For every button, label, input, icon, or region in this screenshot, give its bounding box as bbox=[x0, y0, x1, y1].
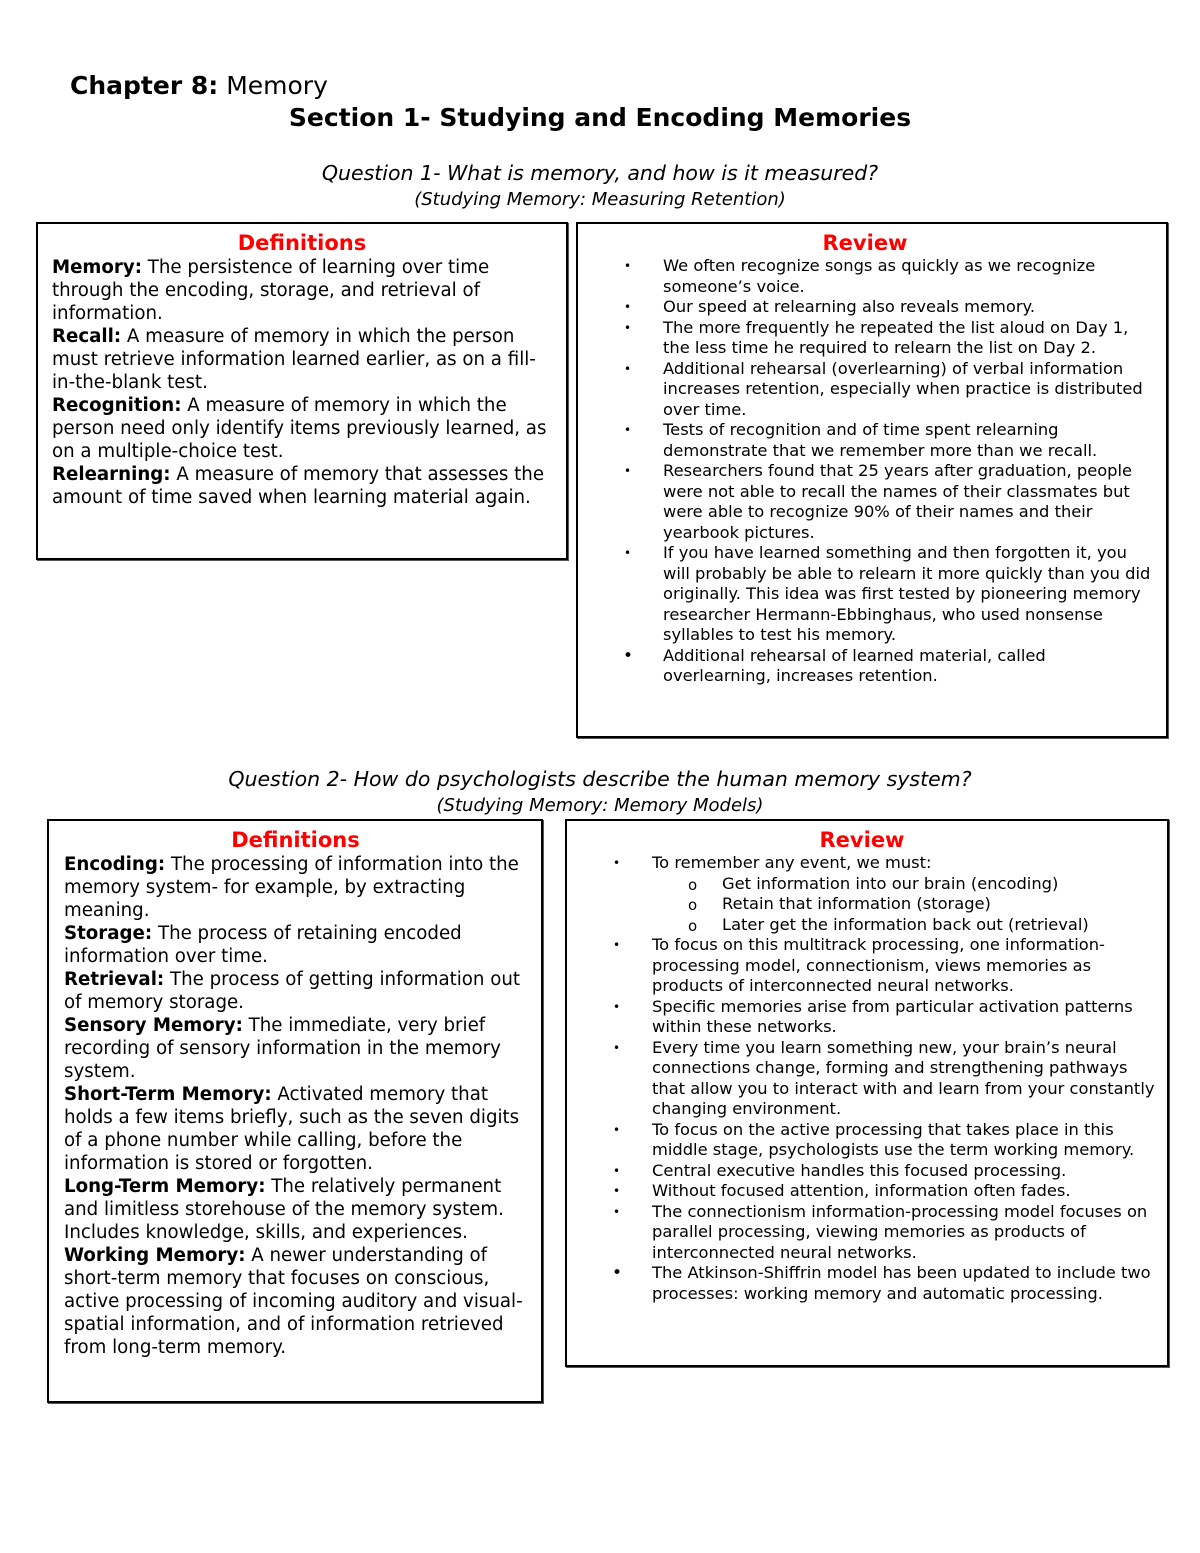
definition-item bbox=[64, 968, 527, 1014]
q2-review-list bbox=[567, 853, 1157, 1304]
definition-item bbox=[52, 463, 552, 509]
bullet-icon: • bbox=[613, 1040, 621, 1055]
definition-text: Activated memory that holds a few items briefly, such as the seven digits of a phone number while calling, before the information is stored or forgotten. bbox=[64, 1084, 520, 1174]
definition-text: The relatively permanent and limitless storehouse of the memory system. Includes knowledge, skills, and experiences. bbox=[64, 1176, 504, 1243]
bullet-icon: • bbox=[613, 938, 621, 952]
bullet-icon: • bbox=[624, 259, 632, 273]
definition-item bbox=[52, 325, 552, 394]
review-item: • Our speed at relearning also reveals memory. bbox=[624, 297, 1036, 316]
bullet-icon: • bbox=[624, 361, 632, 376]
definition-term: Recall: bbox=[52, 326, 122, 347]
bullet-icon: • bbox=[612, 1263, 623, 1283]
definition-item bbox=[64, 1244, 527, 1359]
sub-bullet-icon: o bbox=[688, 916, 698, 935]
chapter-heading bbox=[70, 70, 328, 102]
review-item: • To focus on the active processing that takes place in this middle stage, psychologists use the term working memory. bbox=[613, 1119, 1135, 1159]
review-item: • To focus on this multitrack processing, one information-processing model, connectionism, views memories as products of interconnected neural networks. bbox=[613, 935, 1105, 995]
definition-text: The processing of information into the memory system- for example, by extracting meaning. bbox=[64, 854, 519, 921]
review-item: • Researchers found that 25 years after graduation, people were not able to recall the names of their classmates but were able to recognize 90% of their names and their yearbook pictures. bbox=[624, 461, 1133, 542]
sub-bullet-icon: o bbox=[688, 896, 698, 914]
bullet-icon: • bbox=[613, 1163, 621, 1178]
review-item: • Without focused attention, information often fades. bbox=[613, 1181, 1071, 1200]
definition-text: The process of retaining encoded information over time. bbox=[64, 923, 462, 967]
definition-item bbox=[64, 1175, 527, 1244]
q1-review-box bbox=[576, 222, 1168, 738]
chapter-name: Memory bbox=[226, 71, 328, 100]
question-2-title: Question 2- How do psychologists describe the human memory system? bbox=[228, 767, 972, 791]
section-title: Section 1- Studying and Encoding Memories bbox=[288, 103, 912, 132]
review-item: • Additional rehearsal (overlearning) of verbal information increases retention, especially when practice is distributed over time. bbox=[624, 358, 1143, 419]
definition-item bbox=[64, 853, 527, 922]
definition-term: Sensory Memory: bbox=[64, 1015, 243, 1036]
bullet-icon: • bbox=[613, 1184, 621, 1198]
review-item: • To remember any event, we must: o Get information into our brain (encoding) o Retain that information (storage) o Later get the information back out (retrieval) bbox=[567, 853, 1157, 935]
bullet-icon: • bbox=[613, 1122, 621, 1137]
bullet-icon: • bbox=[624, 546, 632, 560]
question-2-subtitle: (Studying Memory: Memory Models) bbox=[436, 795, 764, 816]
bullet-icon: • bbox=[613, 856, 621, 870]
chapter-label: Chapter 8: bbox=[70, 71, 219, 100]
sub-bullet-icon: o bbox=[688, 875, 698, 894]
definition-text: A measure of memory in which the person must retrieve information learned earlier, as on a fill-in-the-blank test. bbox=[52, 326, 536, 393]
definition-term: Storage: bbox=[64, 923, 153, 944]
review-item: • The Atkinson-Shiffrin model has been updated to include two processes: working memory and automatic processing. bbox=[612, 1263, 1151, 1303]
review-item: • Tests of recognition and of time spent relearning demonstrate that we remember more than we recall. bbox=[624, 420, 1098, 460]
review-item: • Central executive handles this focused processing. bbox=[613, 1160, 1067, 1180]
review-item: • Additional rehearsal of learned material, called overlearning, increases retention. bbox=[623, 645, 1046, 685]
question-1-subtitle: (Studying Memory: Measuring Retention) bbox=[414, 189, 786, 210]
definition-text: A measure of memory in which the person need only identify items previously learned, as on a multiple-choice test. bbox=[52, 395, 547, 462]
definition-item bbox=[64, 1014, 527, 1083]
q2-review-box bbox=[565, 819, 1169, 1367]
definition-text: The immediate, very brief recording of sensory information in the memory system. bbox=[64, 1015, 501, 1082]
definition-term: Long-Term Memory: bbox=[64, 1176, 266, 1197]
q1-review-heading: Review bbox=[822, 231, 908, 255]
definition-text: A newer understanding of short-term memory that focuses on conscious, active processing of incoming auditory and visual-spatial information, and of information retrieved from long-term memory. bbox=[64, 1245, 523, 1358]
q2-review-heading: Review bbox=[819, 828, 905, 852]
review-item: • The connectionism information-processing model focuses on parallel processing, viewing memories as products of interconnected neural networks. bbox=[613, 1201, 1148, 1262]
definition-item bbox=[52, 394, 552, 463]
review-item: • Specific memories arise from particular activation patterns within these networks. bbox=[613, 996, 1133, 1036]
definition-text: A measure of memory that assesses the amount of time saved when learning material again. bbox=[52, 464, 545, 508]
definition-item bbox=[64, 922, 527, 968]
q1-definitions-box bbox=[36, 222, 568, 560]
definition-term: Recognition: bbox=[52, 395, 182, 416]
review-sublist bbox=[652, 874, 1157, 936]
review-subitem: o Get information into our brain (encoding) bbox=[688, 873, 1059, 894]
definition-term: Memory: bbox=[52, 257, 142, 278]
definition-item bbox=[64, 1083, 527, 1175]
question-1-title: Question 1- What is memory, and how is it measured? bbox=[321, 161, 879, 185]
q2-definitions-heading: Definitions bbox=[231, 828, 360, 852]
definition-text: The process of getting information out of memory storage. bbox=[64, 969, 521, 1013]
definition-term: Encoding: bbox=[64, 854, 166, 875]
definition-text: The persistence of learning over time through the encoding, storage, and retrieval of information. bbox=[52, 257, 490, 324]
bullet-icon: • bbox=[624, 300, 632, 314]
bullet-icon: • bbox=[624, 423, 632, 437]
q1-definitions-heading: Definitions bbox=[237, 231, 367, 255]
bullet-icon: • bbox=[624, 464, 632, 478]
definition-term: Relearning: bbox=[52, 464, 171, 485]
bullet-icon: • bbox=[613, 1204, 621, 1219]
bullet-icon: • bbox=[624, 320, 632, 335]
definition-term: Retrieval: bbox=[64, 969, 165, 990]
review-item: • We often recognize songs as quickly as we recognize someone’s voice. bbox=[624, 256, 1096, 296]
q2-definitions-box bbox=[47, 819, 543, 1403]
review-subitem: o Retain that information (storage) bbox=[688, 894, 991, 914]
definition-term: Short-Term Memory: bbox=[64, 1084, 272, 1105]
q1-definitions-list bbox=[52, 256, 552, 509]
definition-item bbox=[52, 256, 552, 325]
review-subitem: o Later get the information back out (retrieval) bbox=[688, 914, 1089, 935]
review-item: • If you have learned something and then forgotten it, you will probably be able to relearn it more quickly than you did originally. This idea was first tested by pioneering memory researcher Hermann-Ebbinghaus, who used nonsense syllables to test his memory. bbox=[624, 543, 1151, 644]
review-item: • The more frequently he repeated the list aloud on Day 1, the less time he required to relearn the list on Day 2. bbox=[624, 317, 1129, 357]
definition-term: Working Memory: bbox=[64, 1245, 246, 1266]
review-item: • Every time you learn something new, your brain’s neural connections change, forming and strengthening pathways that allow you to interact with and learn from your constantly changing environment. bbox=[613, 1037, 1155, 1118]
q1-review-list bbox=[578, 256, 1152, 687]
q2-definitions-list bbox=[64, 853, 527, 1359]
bullet-icon: • bbox=[623, 645, 634, 666]
bullet-icon: • bbox=[613, 999, 621, 1014]
